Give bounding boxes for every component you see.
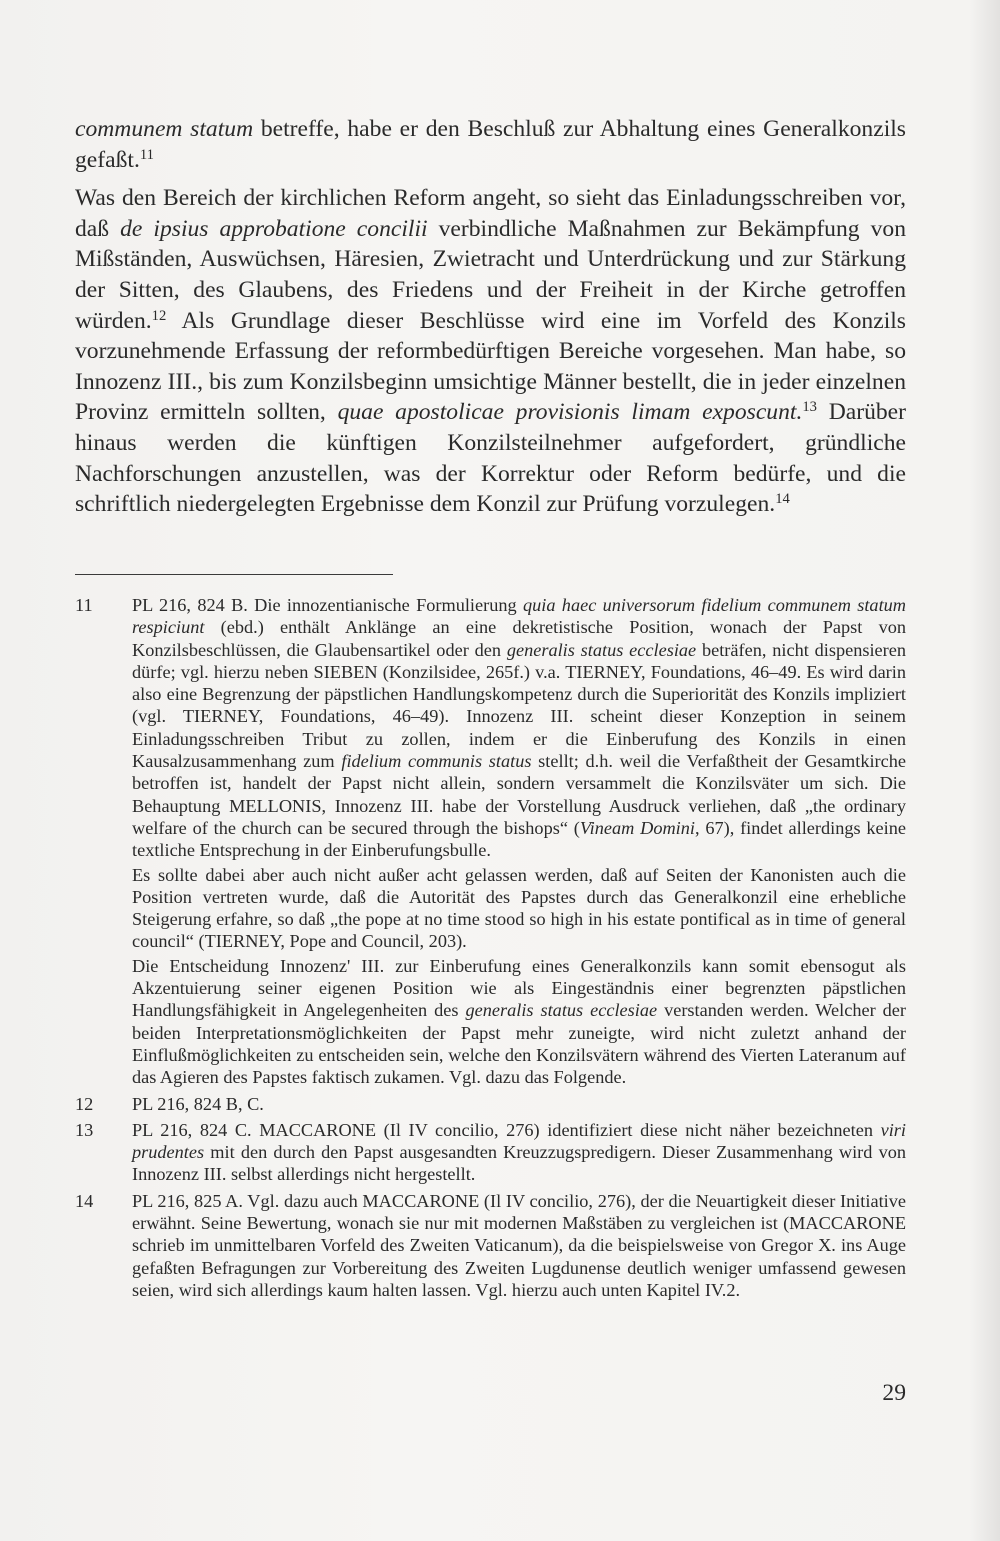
italic-phrase: Vineam Domini bbox=[579, 817, 695, 838]
main-text bbox=[75, 114, 906, 520]
footnote-13 bbox=[75, 1119, 906, 1186]
text-run: betreffe, habe er den Beschluß zur Abhaltung eines Generalkonzils gefaßt. bbox=[75, 116, 906, 173]
text-run: PL 216, 824 B. Die innozentianische Formulierung bbox=[132, 595, 523, 615]
italic-phrase: quae apostolicae provisionis limam exposcunt. bbox=[337, 399, 803, 426]
paragraph-2 bbox=[75, 183, 906, 520]
footnote-number: 12 bbox=[75, 1093, 94, 1114]
italic-phrase: generalis status ecclesiae bbox=[465, 1000, 658, 1021]
italic-phrase: fidelium communis status bbox=[341, 751, 532, 772]
paragraph-1 bbox=[75, 114, 906, 175]
footnote-number: 14 bbox=[75, 1190, 94, 1211]
footnote-number: 11 bbox=[75, 595, 93, 615]
text-run: mit den durch den Papst ausgesandten Kreuzzugspredigern. Dieser Zusammenhang wird von Innozenz III. selbst allerdings nicht hergestellt. bbox=[132, 1142, 906, 1185]
text-run: Was den Bereich der kirchlichen Reform angeht, so sieht das Einladungsschreiben vor, daß bbox=[75, 185, 906, 242]
text-run: beträfen, nicht dispensieren dürfe; vgl. hierzu neben SIEBEN (Konzilsidee, 265f.) v.a. TIERNEY, Foundations, 46–49. Es wird darin also eine Begrenzung der päpstlichen Handlungskompetenz durch die Superiorität des Konzils impliziert (vgl. TIERNEY, Foundations, 46–49). Innozenz III. scheint dieser Konzeption in seinem Einladungsschreiben Tribut zu zollen, indem er die Einberufung des Konzils in einen Kausalzusammenhang zum bbox=[132, 639, 906, 772]
footnote-paragraph: Es sollte dabei aber auch nicht außer acht gelassen werden, daß auf Seiten der Kanonisten auch die Position vertreten wurde, daß die Autorität des Papstes durch das Generalkonzil eine erhebliche Steigerung erfahre, so daß „the pope at no time stood so high in his estate pontifical as in time of general council“ (TIERNEY, Pope and Council, 203). bbox=[132, 864, 906, 952]
footnote-ref-14[interactable]: 14 bbox=[775, 491, 790, 508]
italic-phrase: communem statum bbox=[75, 116, 254, 142]
footnotes bbox=[75, 594, 906, 1301]
footnote-separator bbox=[75, 574, 393, 575]
footnote-ref-11[interactable]: 11 bbox=[139, 146, 154, 163]
footnote-body bbox=[132, 1190, 906, 1301]
text-run: Als Grundlage dieser Beschlüsse wird eine im Vorfeld des Konzils vorzunehmende Erfassung der reformbedürftigen Bereiche vorgesehen. Man habe, so Innozenz III., bis zum Konzilsbeginn umsichtige Männer bestellt, die in jeder einzelnen Provinz ermitteln sollten, bbox=[75, 307, 906, 426]
italic-phrase: quia haec universorum fidelium communem statum respiciunt bbox=[132, 595, 906, 638]
text-run: Die Entscheidung Innozenz' III. zur Einberufung eines Generalkonzils kann somit ebensogut als Akzentuierung seiner eigenen Position wie als Eingeständnis einer begrenzten päpstlichen Handlungsfähigkeit in Angelegenheiten des bbox=[132, 955, 906, 1021]
footnote-paragraph bbox=[132, 1119, 906, 1186]
text-run: verbindliche Maßnahmen zur Bekämpfung von Mißständen, Auswüchsen, Häresien, Zwietracht und Unterdrückung und zur Stärkung der Sitten, des Glaubens, des Friedens und der Freiheit in der Kirche getroffen würden. bbox=[75, 215, 906, 334]
text-run: verstanden werden. Welcher der beiden Interpretationsmöglichkeiten der Papst mehr zuneigte, wird nicht zuletzt anhand der Einflußmöglichkeiten zu entscheiden sein, welche den Konzilsvätern während des Vierten Lateranum auf das Agieren des Papstes faktisch zukamen. Vgl. dazu das Folgende. bbox=[132, 1000, 906, 1088]
italic-phrase: de ipsius approbatione concilii bbox=[120, 215, 428, 242]
text-run: , 67), findet allerdings keine textliche Entsprechung in der Einberufungsbulle. bbox=[132, 817, 906, 861]
footnote-12 bbox=[75, 1093, 906, 1115]
text-run: PL 216, 824 C. MACCARONE (Il IV concilio, 276) identifiziert diese nicht näher bezeichneten bbox=[132, 1119, 881, 1140]
footnote-14 bbox=[75, 1190, 906, 1301]
footnote-paragraph: PL 216, 825 A. Vgl. dazu auch MACCARONE (Il IV concilio, 276), der die Neuartigkeit dieser Initiative erwähnt. Seine Bewertung, wonach sie nur mit modernen Maßstäben zu vergleichen ist (MACCARONE schrieb im unmittelbaren Vorfeld des Zweiten Vaticanum), da die beispielsweise von Gregor X. ins Auge gefaßten Befragungen zur Vorbereitung des Zweiten Lugdunense deutlich weniger umfassend gewesen seien, wird sich allerdings kaum halten lassen. Vgl. hierzu auch unten Kapitel IV.2. bbox=[132, 1190, 906, 1300]
footnote-paragraph: PL 216, 824 B, C. bbox=[132, 1093, 264, 1114]
page-number: 29 bbox=[882, 1380, 906, 1406]
footnote-body bbox=[132, 594, 906, 1089]
footnote-paragraph bbox=[132, 955, 906, 1089]
footnote-body bbox=[132, 1093, 906, 1115]
text-run: stellt; d.h. weil die Verfaßtheit der Gesamtkirche betroffen ist, handelt der Papst nicht allein, sondern versammelt die Konzilsväter um sich. Die Behauptung MELLONIS, Innozenz III. habe der Vorstellung Ausdruck verliehen, daß „the ordinary welfare of the church can be secured through the bishops“ ( bbox=[132, 751, 906, 838]
footnote-paragraph bbox=[132, 594, 906, 862]
footnote-ref-12[interactable]: 12 bbox=[151, 307, 167, 324]
text-run: (ebd.) enthält Anklänge an eine dekretistische Position, wonach der Papst von Konzilsbeschlüssen, die Glaubensartikel oder den bbox=[132, 617, 906, 660]
footnote-body bbox=[132, 1119, 906, 1186]
footnote-11 bbox=[75, 594, 906, 1089]
footnote-number: 13 bbox=[75, 1119, 94, 1140]
italic-phrase: viri prudentes bbox=[132, 1119, 906, 1163]
italic-phrase: generalis status ecclesiae bbox=[506, 639, 697, 660]
text-run: Darüber hinaus werden die künftigen Konzilsteilnehmer aufgefordert, gründliche Nachforschungen anzustellen, was der Korrektur oder Reform bedürfe, und die schriftlich niedergelegten Ergebnisse dem Konzil zur Prüfung vorzulegen. bbox=[75, 399, 907, 518]
footnote-ref-13[interactable]: 13 bbox=[802, 399, 817, 416]
